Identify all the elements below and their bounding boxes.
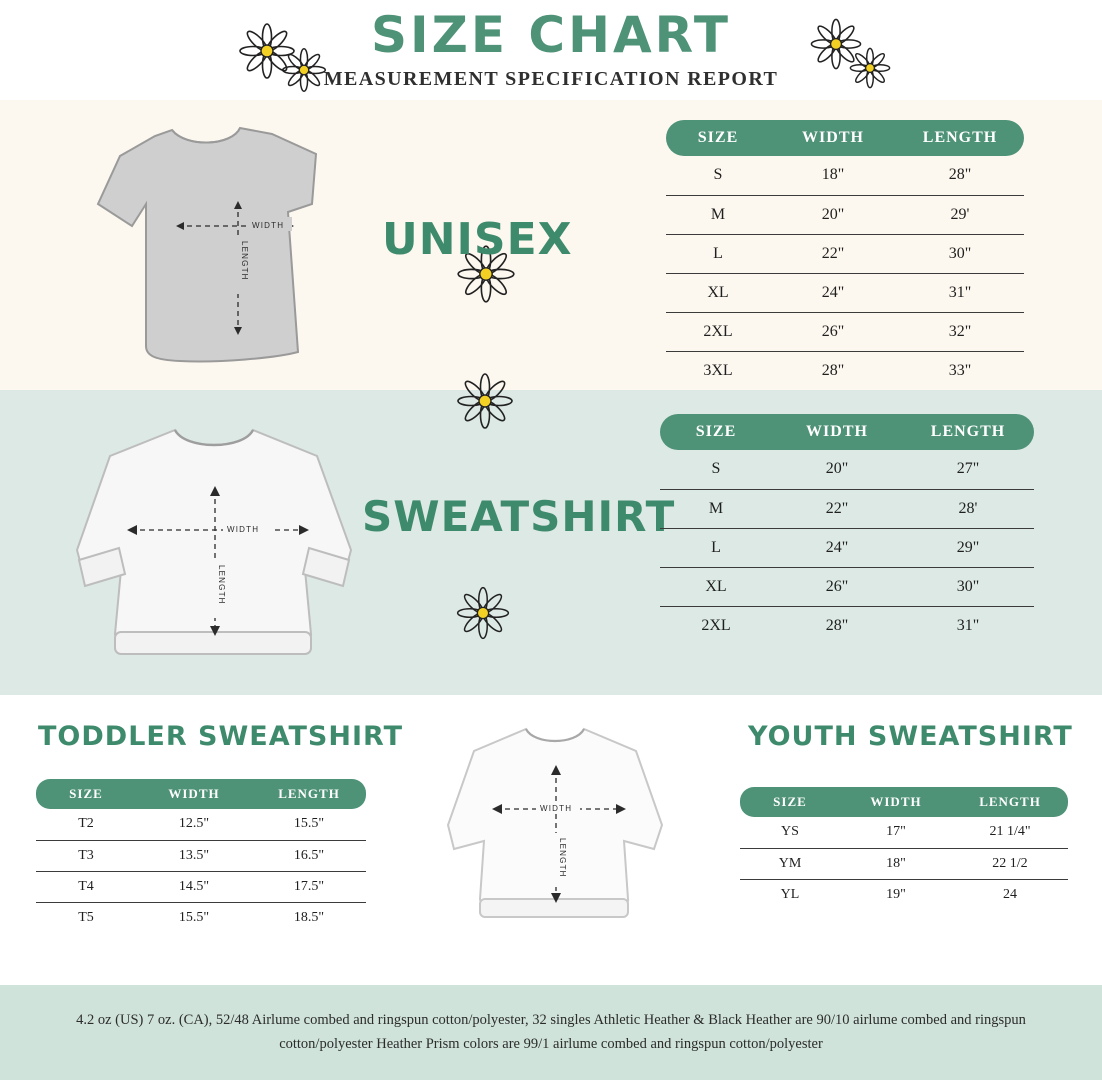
- cell-length: 30": [902, 567, 1034, 606]
- cell-width: 20": [770, 195, 896, 234]
- table-row: [666, 312, 1024, 351]
- column-header-length: LENGTH: [252, 779, 366, 809]
- table-row: [740, 817, 1068, 848]
- svg-text:WIDTH: WIDTH: [252, 221, 285, 230]
- cell-width: 26": [772, 567, 902, 606]
- table-header-row: [740, 787, 1068, 817]
- table-row: [666, 234, 1024, 273]
- daisy-icon: [278, 44, 330, 96]
- table-row: [36, 902, 366, 933]
- sweatshirt-illustration: [55, 410, 375, 675]
- footer-band: [0, 985, 1102, 1080]
- cell-length: 30": [896, 234, 1024, 273]
- section-unisex: [0, 100, 1102, 390]
- column-header-length: LENGTH: [896, 120, 1024, 156]
- table-row: [660, 567, 1034, 606]
- cell-size: YS: [740, 817, 840, 848]
- column-header-length: LENGTH: [902, 414, 1034, 450]
- cell-width: 12.5": [136, 809, 252, 840]
- sweatshirt-size-table: [660, 414, 1034, 645]
- cell-size: L: [660, 528, 772, 567]
- toddler-size-table: [36, 779, 366, 933]
- table-row: [740, 848, 1068, 879]
- column-header-width: WIDTH: [136, 779, 252, 809]
- table-row: [666, 195, 1024, 234]
- sweatshirt-heading: SWEATSHIRT: [362, 492, 676, 541]
- cell-size: T4: [36, 871, 136, 902]
- table-row: [36, 840, 366, 871]
- cell-size: M: [660, 489, 772, 528]
- cell-size: YM: [740, 848, 840, 879]
- cell-length: 31": [896, 273, 1024, 312]
- cell-width: 28": [825, 616, 849, 634]
- toddler-heading: TODDLER SWEATSHIRT: [38, 721, 404, 752]
- cell-length: 32": [896, 312, 1024, 351]
- cell-width: 13.5": [136, 840, 252, 871]
- unisex-tshirt-illustration: [60, 108, 360, 378]
- cell-width: 15.5": [178, 909, 210, 925]
- cell-width: 24": [770, 273, 896, 312]
- cell-width: 22": [770, 234, 896, 273]
- youth-heading: YOUTH SWEATSHIRT: [748, 721, 1073, 752]
- svg-text:LENGTH: LENGTH: [240, 241, 249, 281]
- cell-length: 27": [902, 450, 1034, 489]
- cell-length: 28': [902, 489, 1034, 528]
- cell-length: 21 1/4": [952, 817, 1068, 848]
- cell-size: S: [666, 156, 770, 195]
- cell-length: 15.5": [252, 809, 366, 840]
- page-header: [0, 0, 1102, 100]
- table-row: [660, 528, 1034, 567]
- daisy-icon: [452, 368, 518, 434]
- table-row: [36, 809, 366, 840]
- cell-size: S: [660, 450, 772, 489]
- section-kids: [0, 695, 1102, 985]
- cell-size: M: [666, 195, 770, 234]
- cell-size: 2XL: [701, 616, 731, 634]
- cell-width: 18": [770, 156, 896, 195]
- cell-width: 19": [886, 886, 906, 902]
- cell-width: 22": [772, 489, 902, 528]
- cell-width: 14.5": [136, 871, 252, 902]
- kids-sweatshirt-illustration: [430, 713, 680, 943]
- page-subtitle: MEASUREMENT SPECIFICATION REPORT: [323, 67, 779, 90]
- cell-length: 31": [956, 616, 980, 634]
- cell-length: 22 1/2: [952, 848, 1068, 879]
- column-header-width: WIDTH: [772, 414, 902, 450]
- cell-length: 29': [896, 195, 1024, 234]
- column-header-size: SIZE: [660, 414, 772, 450]
- column-header-size: SIZE: [36, 779, 136, 809]
- svg-text:LENGTH: LENGTH: [558, 838, 567, 878]
- cell-size: T5: [78, 909, 94, 925]
- daisy-icon: [452, 582, 514, 644]
- column-header-size: SIZE: [740, 787, 840, 817]
- cell-width: 24": [772, 528, 902, 567]
- cell-length: 17.5": [252, 871, 366, 902]
- cell-length: 24: [1003, 886, 1017, 902]
- cell-size: XL: [660, 567, 772, 606]
- svg-text:LENGTH: LENGTH: [217, 565, 226, 605]
- cell-size: YL: [780, 886, 800, 902]
- column-header-size: SIZE: [666, 120, 770, 156]
- cell-length: 18.5": [293, 909, 325, 925]
- table-row: [660, 489, 1034, 528]
- table-row: [660, 606, 1034, 645]
- cell-length: 16.5": [252, 840, 366, 871]
- daisy-icon: [846, 44, 894, 92]
- svg-text:WIDTH: WIDTH: [540, 804, 573, 813]
- column-header-width: WIDTH: [840, 787, 952, 817]
- table-row: [666, 273, 1024, 312]
- cell-width: 28": [821, 361, 845, 379]
- table-row: [660, 450, 1034, 489]
- svg-text:WIDTH: WIDTH: [227, 525, 260, 534]
- cell-length: 28": [896, 156, 1024, 195]
- cell-width: 17": [840, 817, 952, 848]
- column-header-width: WIDTH: [770, 120, 896, 156]
- column-header-length: LENGTH: [952, 787, 1068, 817]
- table-row: [740, 879, 1068, 910]
- table-row: [666, 351, 1024, 390]
- cell-length: 29": [902, 528, 1034, 567]
- cell-size: T2: [36, 809, 136, 840]
- cell-size: 3XL: [703, 361, 733, 379]
- unisex-heading: UNISEX: [382, 214, 573, 265]
- cell-width: 20": [772, 450, 902, 489]
- cell-length: 33": [948, 361, 972, 379]
- table-row: [666, 156, 1024, 195]
- table-header-row: [36, 779, 366, 809]
- unisex-size-table: [666, 120, 1024, 390]
- footer-fabric-description: 4.2 oz (US) 7 oz. (CA), 52/48 Airlume combed and ringspun cotton/polyester, 32 singles Athletic Heather & Black Heather are 90/10 airlume combed and ringspun cotton/polyester Heather Prism colors are 99/1 airlume combed and ringspun cotton/polyester: [76, 1011, 1026, 1052]
- table-header-row: [666, 120, 1024, 156]
- cell-size: 2XL: [666, 312, 770, 351]
- section-sweatshirt: [0, 390, 1102, 695]
- cell-size: L: [666, 234, 770, 273]
- table-header-row: [660, 414, 1034, 450]
- cell-size: T3: [36, 840, 136, 871]
- cell-width: 26": [770, 312, 896, 351]
- youth-size-table: [740, 787, 1068, 910]
- page-title: SIZE CHART: [370, 5, 732, 64]
- table-row: [36, 871, 366, 902]
- cell-width: 18": [840, 848, 952, 879]
- cell-size: XL: [666, 273, 770, 312]
